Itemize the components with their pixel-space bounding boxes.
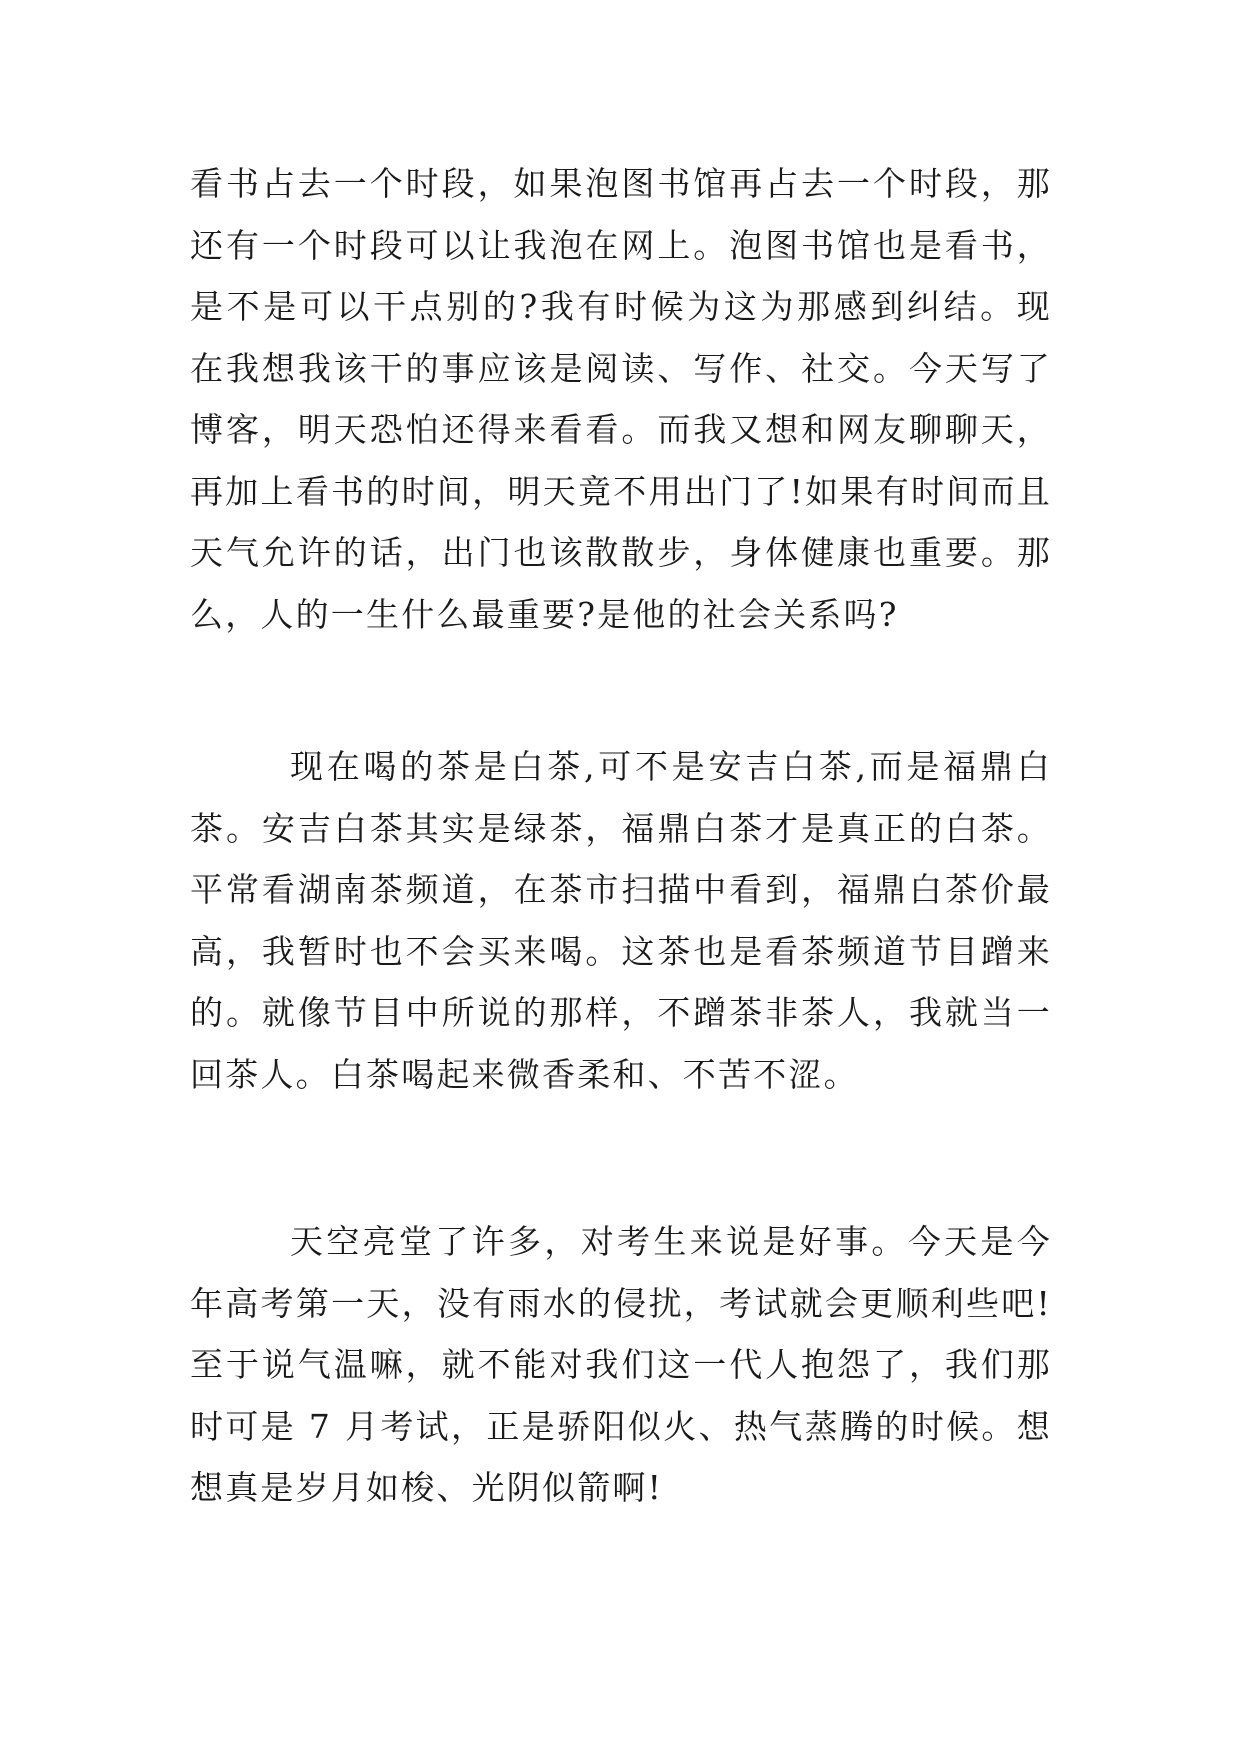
paragraph-3: 天空亮堂了许多，对考生来说是好事。今天是今年高考第一天，没有雨水的侵扰，考试就会更顺利些吧!至于说气温嘛，就不能对我们这一代人抱怨了，我们那时可是 7 月考试，正是骄阳似火、热气蒸腾的时候。想想真是岁月如梭、光阴似箭啊!: [190, 1222, 1052, 1507]
paragraph-2: 现在喝的茶是白茶,可不是安吉白茶,而是福鼎白茶。安吉白茶其实是绿茶，福鼎白茶才是真正的白茶。平常看湖南茶频道，在茶市扫描中看到，福鼎白茶价最高，我暂时也不会买来喝。这茶也是看茶频道节目蹭来的。就像节目中所说的那样，不蹭茶非茶人，我就当一回茶人。白茶喝起来微香柔和、不苦不涩。: [190, 747, 1052, 1094]
paragraph-1: 看书占去一个时段，如果泡图书馆再占去一个时段，那还有一个时段可以让我泡在网上。泡图书馆也是看书，是不是可以干点别的?我有时候为这为那感到纠结。现在我想我该干的事应该是阅读、写作、社交。今天写了博客，明天恐怕还得来看看。而我又想和网友聊聊天，再加上看书的时间，明天竟不用出门了!如果有时间而且天气允许的话，出门也该散散步，身体健康也重要。那么，人的一生什么最重要?是他的社会关系吗?: [190, 164, 1052, 634]
